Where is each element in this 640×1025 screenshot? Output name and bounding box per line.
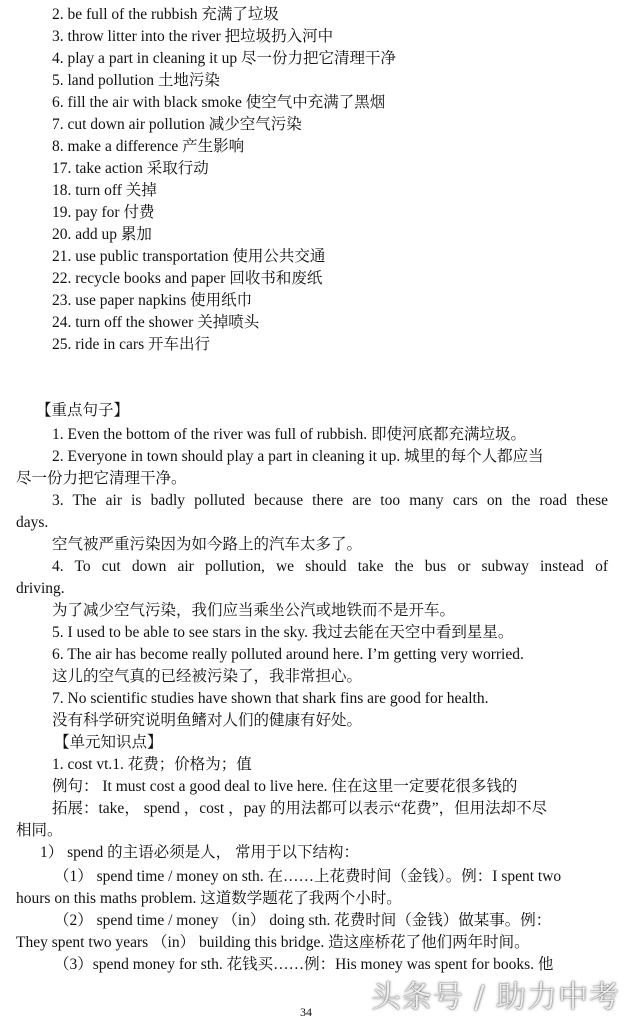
sentence-line: 这儿的空气真的已经被污染了，我非常担心。 xyxy=(52,668,363,685)
vocab-line: 2. be full of the rubbish 充满了垃圾 xyxy=(52,6,279,23)
vocab-line: 21. use public transportation 使用公共交通 xyxy=(52,248,326,265)
point-line: 例句： It must cost a good deal to live here. 住在这里一定要花很多钱的 xyxy=(52,778,518,795)
vocab-line: 4. play a part in cleaning it up 尽一份力把它清理干净 xyxy=(52,50,396,67)
vocab-line: 19. pay for 付费 xyxy=(52,204,155,221)
point-line: 拓展：take， spend ，cost ，pay 的用法都可以表示“花费”，但用法却不尽 xyxy=(52,800,548,817)
sentence-line: 2. Everyone in town should play a part in cleaning it up. 城里的每个人都应当 xyxy=(52,448,544,465)
sentence-line: 尽一份力把它清理干净。 xyxy=(16,470,187,487)
unit-points-heading: 【单元知识点】 xyxy=(54,734,163,751)
vocab-line: 22. recycle books and paper 回收书和废纸 xyxy=(52,270,323,287)
sentence-line: 3. The air is badly polluted because there are too many cars on the road these xyxy=(52,492,608,509)
vocab-line: 8. make a difference 产生影响 xyxy=(52,138,245,155)
vocab-line: 25. ride in cars 开车出行 xyxy=(52,336,210,353)
sentence-line: 1. Even the bottom of the river was full of rubbish. 即使河底都充满垃圾。 xyxy=(52,426,526,443)
point-line: 相同。 xyxy=(16,822,63,839)
sentence-line: 空气被严重污染因为如今路上的汽车太多了。 xyxy=(52,536,363,553)
watermark: 头条号 / 助力中考 xyxy=(370,980,620,1015)
page-number: 34 xyxy=(300,1005,312,1019)
point-line: （3）spend money for sth. 花钱买……例：His money was spent for books. 他 xyxy=(54,956,554,973)
sentence-line: 5. I used to be able to see stars in the sky. 我过去能在天空中看到星星。 xyxy=(52,624,514,641)
vocab-line: 20. add up 累加 xyxy=(52,226,152,243)
key-sentences-heading: 【重点句子】 xyxy=(36,402,130,419)
vocab-line: 7. cut down air pollution 减少空气污染 xyxy=(52,116,302,133)
sentence-line: 7. No scientific studies have shown that shark fins are good for health. xyxy=(52,690,489,707)
sentence-line: 没有科学研究说明鱼鳍对人们的健康有好处。 xyxy=(52,712,363,729)
vocab-line: 5. land pollution 土地污染 xyxy=(52,72,220,89)
sentence-line: 为了减少空气污染，我们应当乘坐公汽或地铁而不是开车。 xyxy=(52,602,456,619)
vocab-line: 6. fill the air with black smoke 使空气中充满了黑烟 xyxy=(52,94,386,111)
sentence-line: days. xyxy=(16,514,49,531)
sentence-line: 6. The air has become really polluted around here. I’m getting very worried. xyxy=(52,646,524,663)
sentence-line: driving. xyxy=(16,580,65,597)
sentence-line: 4. To cut down air pollution, we should take the bus or subway instead of xyxy=(52,558,608,575)
vocab-line: 17. take action 采取行动 xyxy=(52,160,209,177)
vocab-line: 18. turn off 关掉 xyxy=(52,182,157,199)
vocab-line: 24. turn off the shower 关掉喷头 xyxy=(52,314,260,331)
point-line: （2） spend time / money （in） doing sth. 花费时间（金钱）做某事。例： xyxy=(54,912,552,929)
point-line: （1） spend time / money on sth. 在……上花费时间（金钱）。例：I spent two xyxy=(54,868,562,885)
vocab-line: 3. throw litter into the river 把垃圾扔入河中 xyxy=(52,28,334,45)
vocab-line: 23. use paper napkins 使用纸巾 xyxy=(52,292,253,309)
point-line: 1. cost vt.1. 花费；价格为；值 xyxy=(52,756,252,773)
point-line: 1） spend 的主语必须是人， 常用于以下结构： xyxy=(40,844,360,861)
point-line: hours on this maths problem. 这道数学题花了我两个小时。 xyxy=(16,890,402,907)
point-line: They spent two years （in） building this bridge. 造这座桥花了他们两年时间。 xyxy=(16,934,530,951)
